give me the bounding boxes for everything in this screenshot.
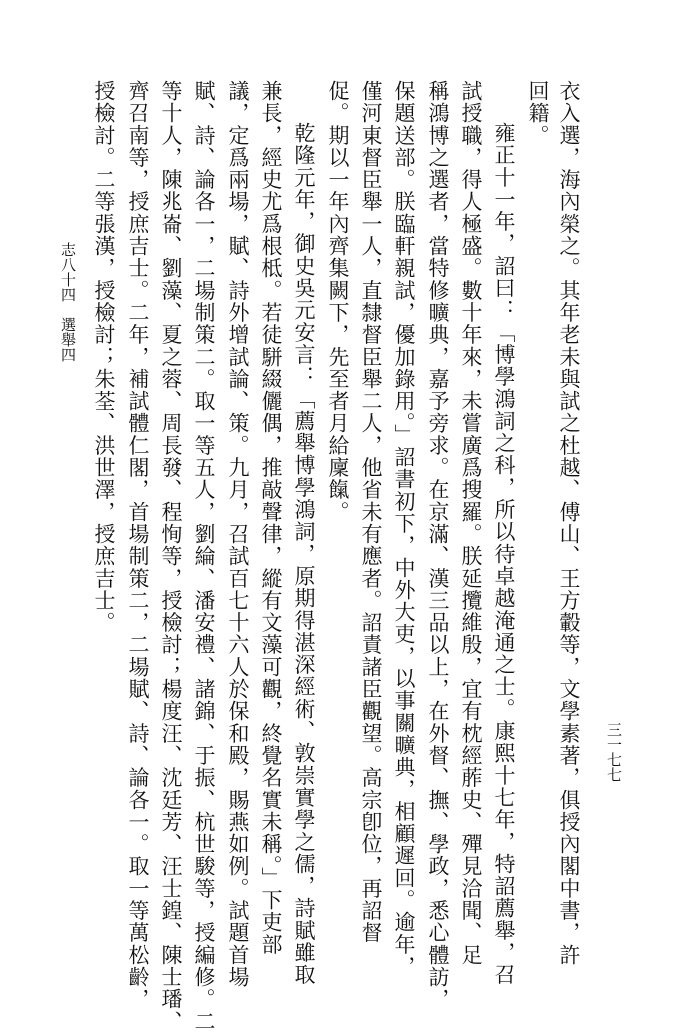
text-line-12: 賦、詩、論各一，二場制策二。取一等五人，劉綸、潘安禮、諸錦、于振、杭世駿等，授編修。二 [192, 80, 216, 1032]
text-line-2: 回籍。 [526, 80, 550, 147]
text-line-3: 雍正十一年，詔曰：「博學鴻詞之科，所以待卓越淹通之士。康熙十七年，特詔薦舉，召 [492, 122, 516, 986]
text-line-1: 衣入選，海內榮之。其年老未與試之杜越、傅山、王方轂等，文學素著，俱授內閣中書，許 [557, 80, 581, 966]
page-number: 三一七七 [605, 722, 623, 782]
text-line-5: 稱鴻博之選者，當特修曠典，嘉予旁求。在京滿、漢三品以上，在外督、撫、學政，悉心體訪， [426, 80, 450, 1011]
text-line-4: 試授職，得人極盛。數十年來，未嘗廣爲搜羅。朕延攬維殷，宜有枕經葄史、殫見洽聞、足 [459, 80, 483, 966]
text-line-8: 促。期以一年內齊集闕下，先至者月給廩餼。 [326, 80, 350, 523]
text-line-15: 授檢討。二等張漢，授檢討；朱荃、洪世澤，授庶吉士。 [92, 80, 116, 634]
text-line-11: 議，定爲兩場，賦、詩外增試論、策。九月，召試百七十六人於保和殿，賜燕如例。試題首場 [226, 80, 250, 989]
text-line-13: 等十人，陳兆崙、劉藻、夏之蓉、周長發、程恂等，授檢討；楊度汪、沈廷芳、汪士鍠、陳士璠、 [159, 80, 183, 1032]
text-line-14: 齊召南等，授庶吉士。二年，補試體仁閣，首場制策二，二場賦、詩、論各一。取一等萬松齡， [126, 80, 150, 1011]
running-title: 志八十四 選舉四 [59, 242, 77, 362]
text-line-10: 兼長，經史尤爲根柢。若徒駢綴儷偶，推敲聲律，縱有文藻可觀，終覺名實未稱。」下吏部 [259, 80, 283, 956]
text-line-6: 保題送部。朕臨軒親試，優加錄用。」詔書初下，中外大吏，以事關曠典，相顧遲回。逾年， [392, 80, 416, 978]
text-line-7: 僅河東督臣舉一人，直隸督臣舉二人，他省未有應者。詔責諸臣觀望。高宗卽位，再詔督 [359, 80, 383, 944]
text-line-9: 乾隆元年，御史吳元安言：「薦舉博學鴻詞，原期得湛深經術、敦崇實學之儒，詩賦雖取 [292, 122, 316, 986]
